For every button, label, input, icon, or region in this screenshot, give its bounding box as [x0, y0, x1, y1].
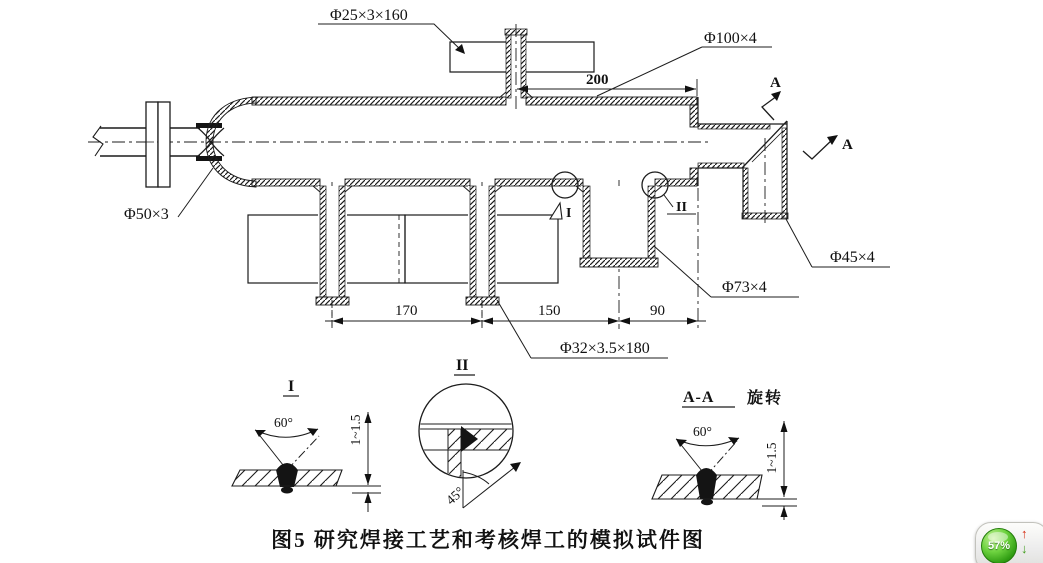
figure-caption: 图5 研究焊接工艺和考核焊工的模拟试件图: [271, 528, 705, 552]
detail-aa-note: 旋转: [747, 390, 784, 407]
shell-top-wall-left: [252, 97, 506, 105]
progress-percent: 57%: [987, 540, 1011, 552]
pipe-break-symbol: [93, 126, 103, 156]
download-arrow-icon[interactable]: ↓: [1021, 541, 1028, 556]
callout-label-ii: II: [676, 200, 687, 215]
download-speed-widget[interactable]: [975, 522, 1043, 563]
label-small-nozzle: Φ32×3.5×180: [560, 340, 650, 357]
progress-ball[interactable]: [981, 528, 1017, 563]
bottom-nozzle-a: [313, 186, 352, 305]
outlet-elbow: [698, 121, 788, 219]
transfer-arrows: [1021, 527, 1028, 555]
detail-ii-angle: 45°: [442, 483, 468, 508]
label-left-pipe: Φ50×3: [124, 206, 169, 223]
shell-top-wall-right: [526, 97, 697, 105]
upload-arrow-icon[interactable]: ↑: [1021, 526, 1028, 541]
detail-aa-title: A-A: [683, 389, 715, 406]
detail-view-ii: [418, 375, 521, 508]
flange-disc-2: [158, 102, 170, 187]
weld-root: [281, 487, 293, 494]
section-label-a1: A: [770, 75, 781, 91]
shell-right-end-upper: [690, 105, 698, 127]
section-cut-arrows: [762, 91, 838, 159]
detail-view-i: [232, 396, 381, 512]
callout-label-i: I: [566, 206, 572, 221]
detail-i-height: 1~1.5: [348, 414, 363, 446]
side-pipe-blocks: [248, 215, 558, 283]
weld-root: [701, 499, 713, 505]
callout-flag-icon: [550, 203, 562, 219]
label-shell: Φ100×4: [704, 30, 757, 47]
dimension-chain: [325, 300, 706, 328]
detail-aa-angle: 60°: [693, 424, 712, 439]
flange-disc-1: [146, 102, 158, 187]
detail-ii-title: II: [456, 357, 469, 374]
dim-90-text: 90: [650, 303, 665, 319]
weld-bead: [276, 463, 298, 487]
detail-i-angle: 60°: [274, 415, 293, 430]
label-large-nozzle: Φ73×4: [722, 279, 767, 296]
bottom-nozzle-b: [463, 186, 502, 305]
shell-right-end-lower: [690, 168, 698, 179]
dim-200-text: 200: [586, 72, 609, 88]
dim-170-text: 170: [395, 303, 418, 319]
detail-aa-height: 1~1.5: [764, 442, 779, 474]
label-right-pipe: Φ45×4: [830, 249, 875, 266]
left-inlet-pipe: [93, 102, 224, 187]
centerlines: [88, 24, 765, 332]
section-label-a2: A: [842, 137, 853, 153]
dim-150-text: 150: [538, 303, 561, 319]
bottom-nozzle-phi73: [576, 186, 662, 267]
detail-i-title: I: [288, 378, 295, 395]
label-top-pipe: Φ25×3×160: [330, 7, 408, 24]
